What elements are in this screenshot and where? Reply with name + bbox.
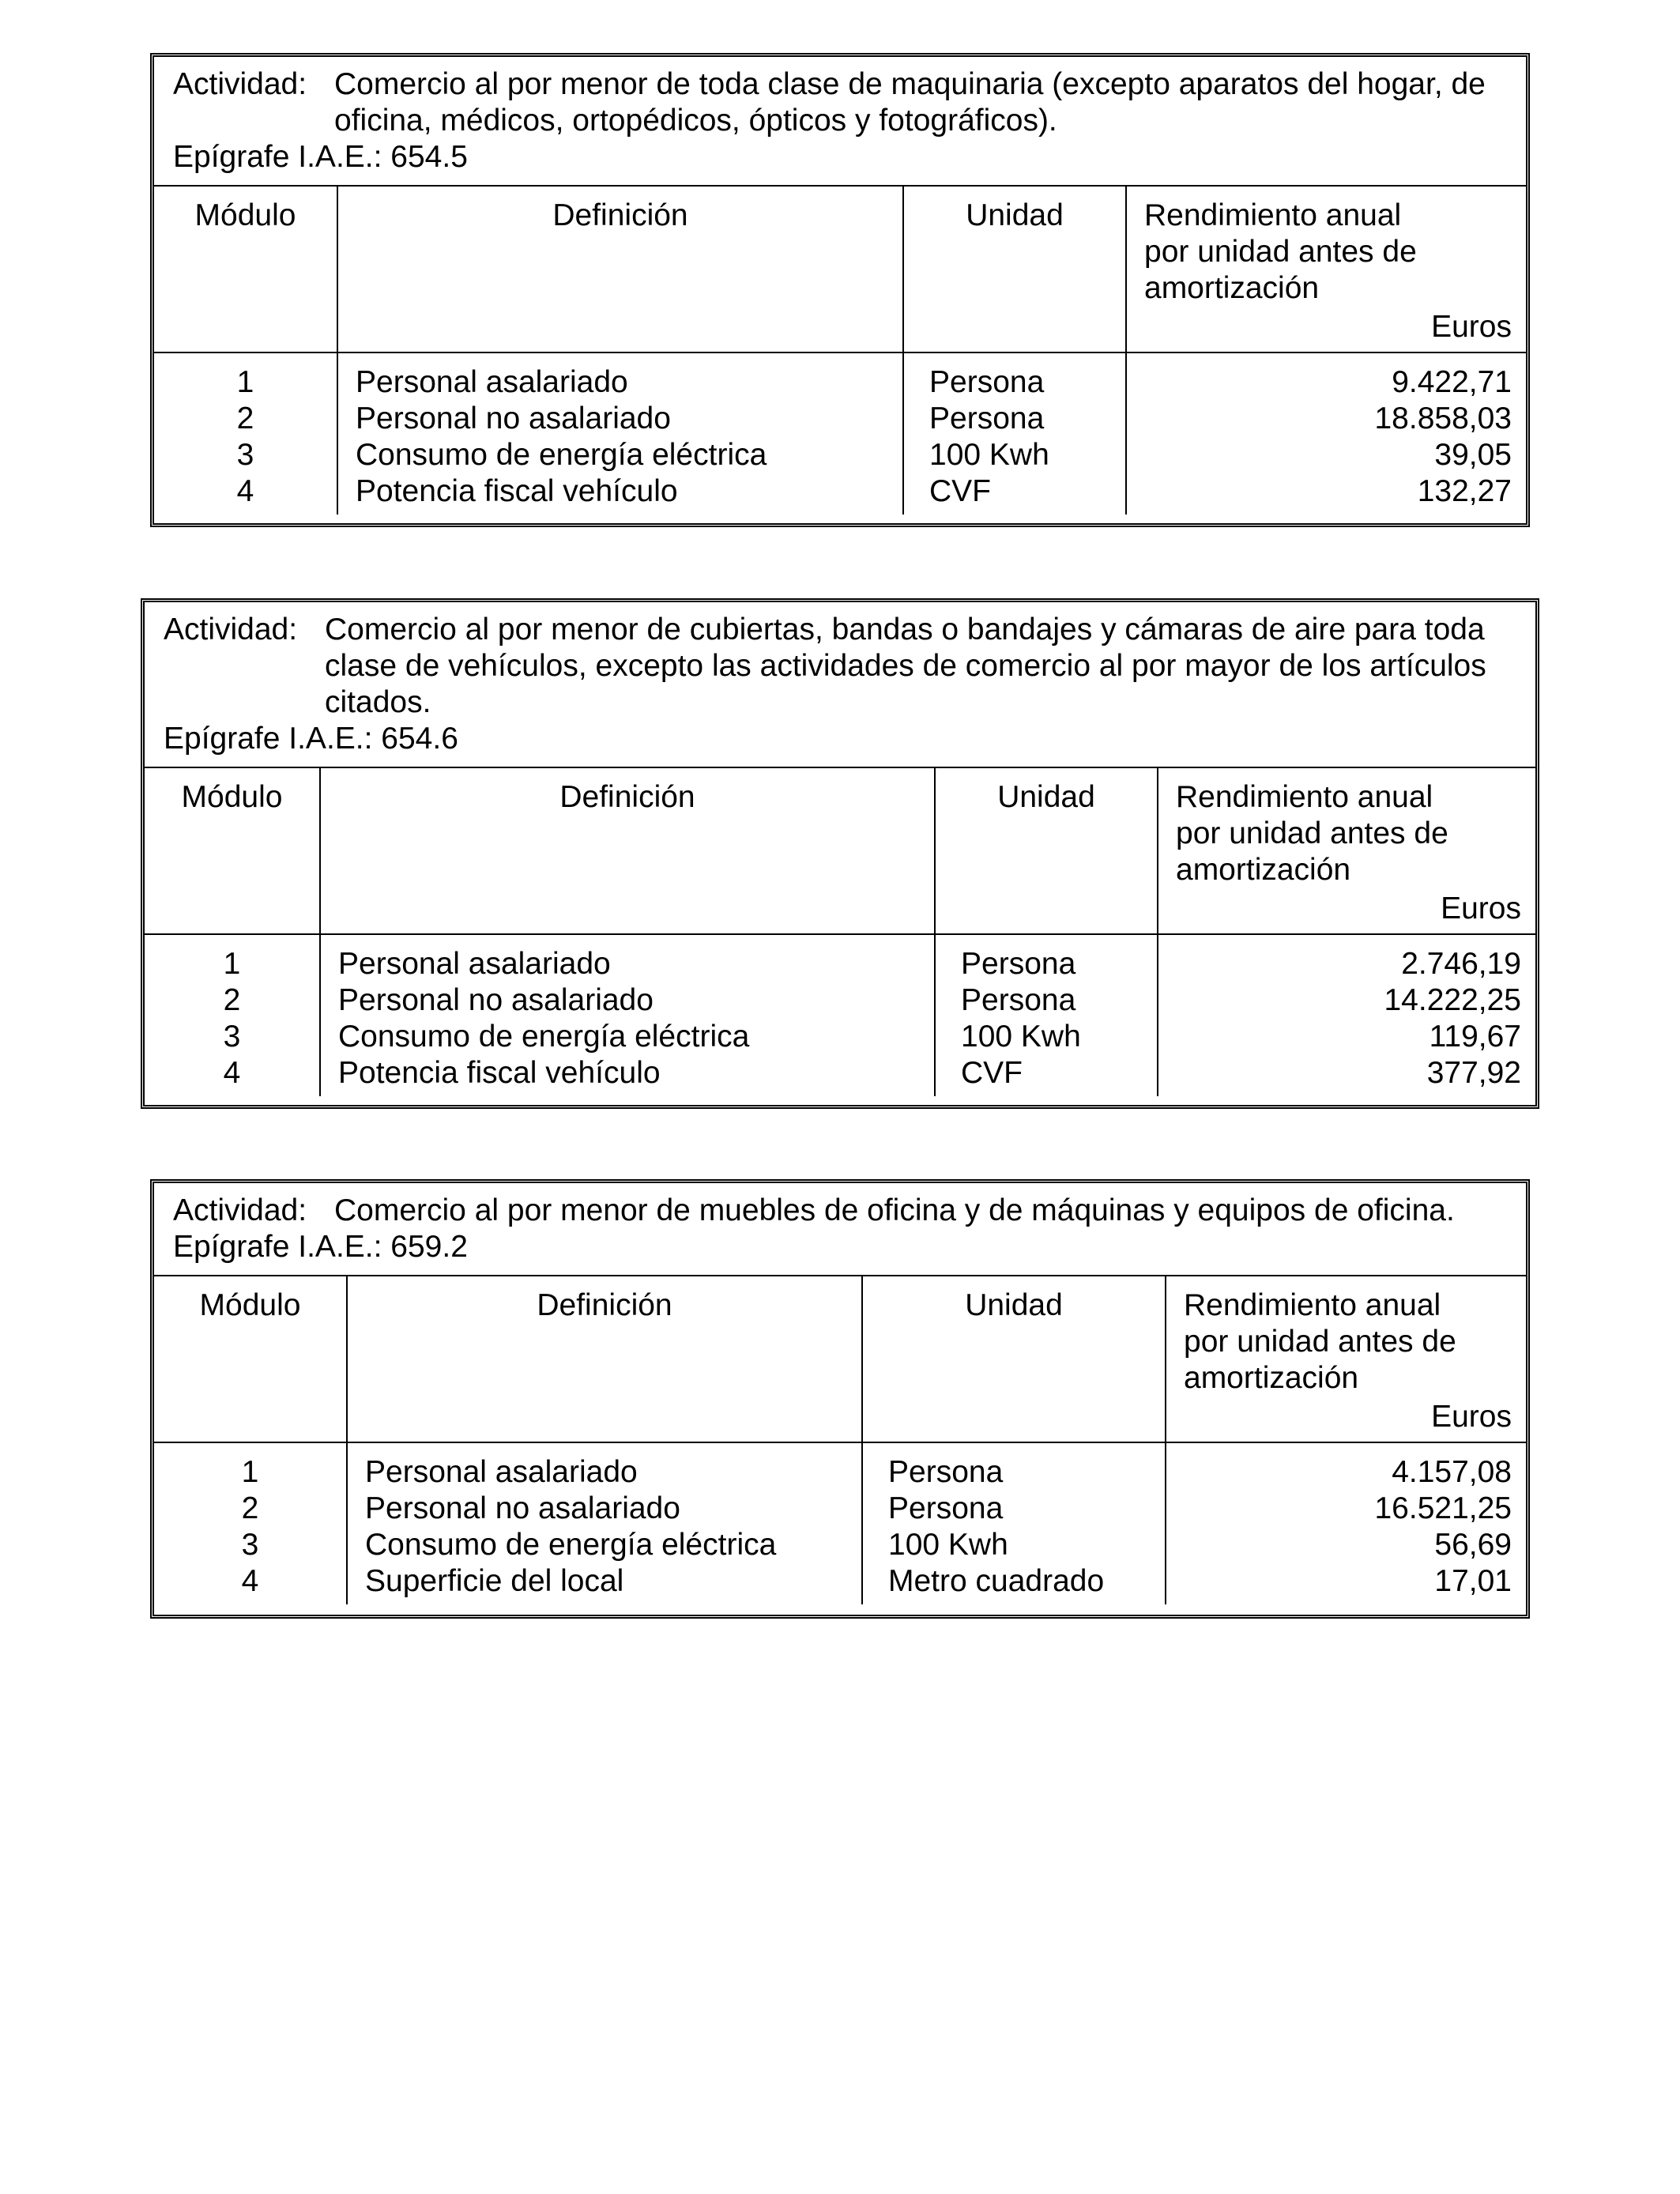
table-row bbox=[145, 934, 1535, 1096]
header-modulo: Módulo bbox=[154, 1276, 347, 1442]
header-definicion: Definición bbox=[347, 1276, 862, 1442]
rendimiento-column: 9.422,71 18.858,03 39,05 132,27 bbox=[1126, 352, 1526, 515]
modules-table bbox=[154, 1276, 1526, 1604]
unidad-column: Persona Persona 100 Kwh CVF bbox=[935, 934, 1158, 1096]
definicion-column: Personal asalariado Personal no asalariado Consumo de energía eléctrica Superficie del local bbox=[347, 1442, 862, 1604]
epigrafe: Epígrafe I.A.E.: 654.6 bbox=[164, 722, 458, 756]
header-modulo: Módulo bbox=[154, 187, 337, 352]
definicion-column: Personal asalariado Personal no asalariado Consumo de energía eléctrica Potencia fiscal vehículo bbox=[320, 934, 935, 1096]
table-row bbox=[154, 352, 1526, 515]
header-unidad: Unidad bbox=[862, 1276, 1166, 1442]
modulo-column: 1 2 3 4 bbox=[223, 947, 241, 1090]
header-definicion: Definición bbox=[320, 768, 935, 934]
header-definicion: Definición bbox=[337, 187, 903, 352]
activity-block-3 bbox=[150, 1179, 1530, 1619]
definicion-column: Personal asalariado Personal no asalariado Consumo de energía eléctrica Potencia fiscal vehículo bbox=[337, 352, 903, 515]
header-rendimiento-unit: Euros bbox=[1441, 892, 1521, 925]
activity-label: Actividad: bbox=[164, 613, 298, 647]
rendimiento-column: 4.157,08 16.521,25 56,69 17,01 bbox=[1166, 1442, 1526, 1604]
modulo-column: 1 2 3 4 bbox=[236, 365, 254, 508]
modules-table bbox=[145, 768, 1535, 1096]
modulo-column: 1 2 3 4 bbox=[241, 1455, 259, 1598]
header-modulo: Módulo bbox=[145, 768, 320, 934]
activity-description: Comercio al por menor de toda clase de maquinaria (excepto aparatos del hogar, de oficina, médicos, ortopédicos, ópticos y fotográficos). bbox=[334, 67, 1486, 138]
activity-description: Comercio al por menor de cubiertas, bandas o bandajes y cámaras de aire para toda clase de vehículos, excepto las actividades de comercio al por mayor de los artículos citados. bbox=[325, 613, 1486, 719]
activity-block-2 bbox=[141, 598, 1539, 1109]
header-rendimiento: Rendimiento anual por unidad antes de amortización Euros bbox=[1126, 187, 1526, 352]
header-rendimiento-unit: Euros bbox=[1431, 310, 1512, 344]
header-rendimiento-unit: Euros bbox=[1431, 1400, 1512, 1434]
epigrafe: Epígrafe I.A.E.: 654.5 bbox=[173, 140, 468, 174]
epigrafe: Epígrafe I.A.E.: 659.2 bbox=[173, 1230, 468, 1264]
activity-description: Comercio al por menor de muebles de oficina y de máquinas y equipos de oficina. bbox=[334, 1193, 1455, 1227]
activity-header bbox=[145, 602, 1535, 768]
table-row bbox=[154, 1442, 1526, 1604]
header-rendimiento: Rendimiento anual por unidad antes de amortización Euros bbox=[1158, 768, 1535, 934]
activity-block-1 bbox=[150, 53, 1530, 527]
activity-header bbox=[154, 57, 1526, 187]
header-rendimiento: Rendimiento anual por unidad antes de amortización Euros bbox=[1166, 1276, 1526, 1442]
activity-label: Actividad: bbox=[173, 67, 307, 101]
activity-label: Actividad: bbox=[173, 1193, 307, 1227]
header-unidad: Unidad bbox=[935, 768, 1158, 934]
activity-header bbox=[154, 1183, 1526, 1276]
rendimiento-column: 2.746,19 14.222,25 119,67 377,92 bbox=[1158, 934, 1535, 1096]
unidad-column: Persona Persona 100 Kwh Metro cuadrado bbox=[862, 1442, 1166, 1604]
unidad-column: Persona Persona 100 Kwh CVF bbox=[903, 352, 1126, 515]
modules-table bbox=[154, 187, 1526, 515]
header-unidad: Unidad bbox=[903, 187, 1126, 352]
